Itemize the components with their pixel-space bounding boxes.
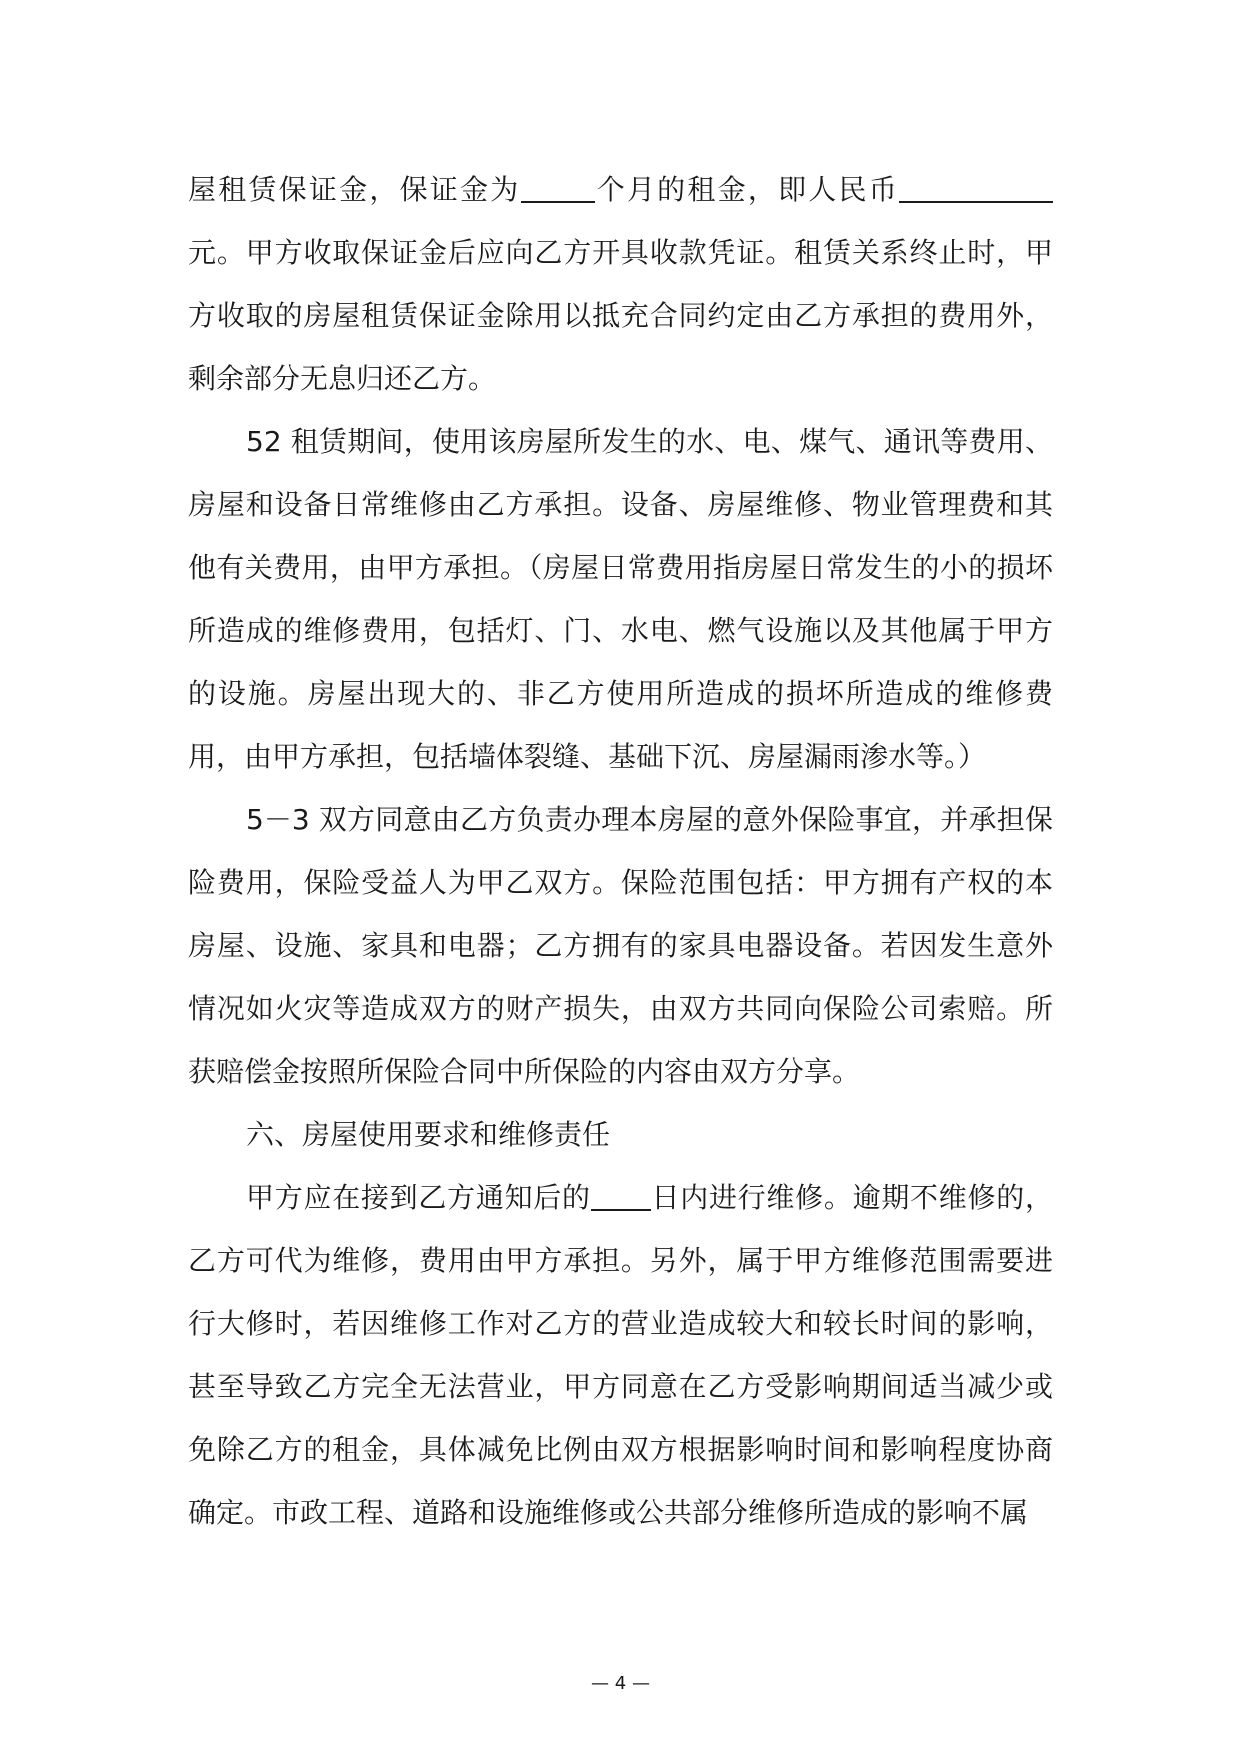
paragraph-clause-5-3: 5－3 双方同意由乙方负责办理本房屋的意外保险事宜，并承担保险费用，保险受益人为甲乙双方。保险范围包括：甲方拥有产权的本房屋、设施、家具和电器；乙方拥有的家具电器设备。若因发生意外情况如火灾等造成双方的财产损失，由双方共同向保险公司索赔。所获赔偿金按照所保险合同中所保险的内容由双方分享。 bbox=[188, 803, 1053, 1088]
months-blank bbox=[521, 171, 595, 203]
section-6-heading: 六、房屋使用要求和维修责任 bbox=[246, 1118, 611, 1151]
section-6-text-1: 甲方应在接到乙方通知后的 bbox=[246, 1181, 591, 1214]
document-body bbox=[188, 158, 1053, 1544]
days-blank bbox=[591, 1179, 651, 1211]
page-number: — 4 — bbox=[591, 1673, 650, 1694]
section-6-text-2: 日内进行维修。逾期不维修的，乙方可代为维修，费用由甲方承担。另外，属于甲方维修范围需要进行大修时，若因维修工作对乙方的营业造成较大和较长时间的影响，甚至导致乙方完全无法营业，甲方同意在乙方受影响期间适当减少或免除乙方的租金，具体减免比例由双方根据影响时间和影响程度协商确定。市政工程、道路和设施维修或公共部分维修所造成的影响不属 bbox=[188, 1181, 1053, 1529]
deposit-text-3: 元。甲方收取保证金后应向乙方开具收款凭证。租赁关系终止时，甲方收取的房屋租赁保证金除用以抵充合同约定由乙方承担的费用外，剩余部分无息归还乙方。 bbox=[188, 236, 1053, 395]
paragraph-deposit bbox=[188, 158, 1053, 410]
paragraph-clause-5-2: 52 租赁期间，使用该房屋所发生的水、电、煤气、通讯等费用、房屋和设备日常维修由乙方承担。设备、房屋维修、物业管理费和其他有关费用，由甲方承担。（房屋日常费用指房屋日常发生的小的损坏所造成的维修费用，包括灯、门、水电、燃气设施以及其他属于甲方的设施。房屋出现大的、非乙方使用所造成的损坏所造成的维修费用，由甲方承担，包括墙体裂缝、基础下沉、房屋漏雨渗水等。） bbox=[188, 425, 1053, 773]
amount-blank bbox=[899, 171, 1053, 203]
deposit-text-2: 个月的租金，即人民币 bbox=[594, 173, 899, 206]
deposit-text-1: 屋租赁保证金，保证金为 bbox=[188, 173, 521, 206]
paragraph-section-6-body bbox=[188, 1166, 1053, 1544]
